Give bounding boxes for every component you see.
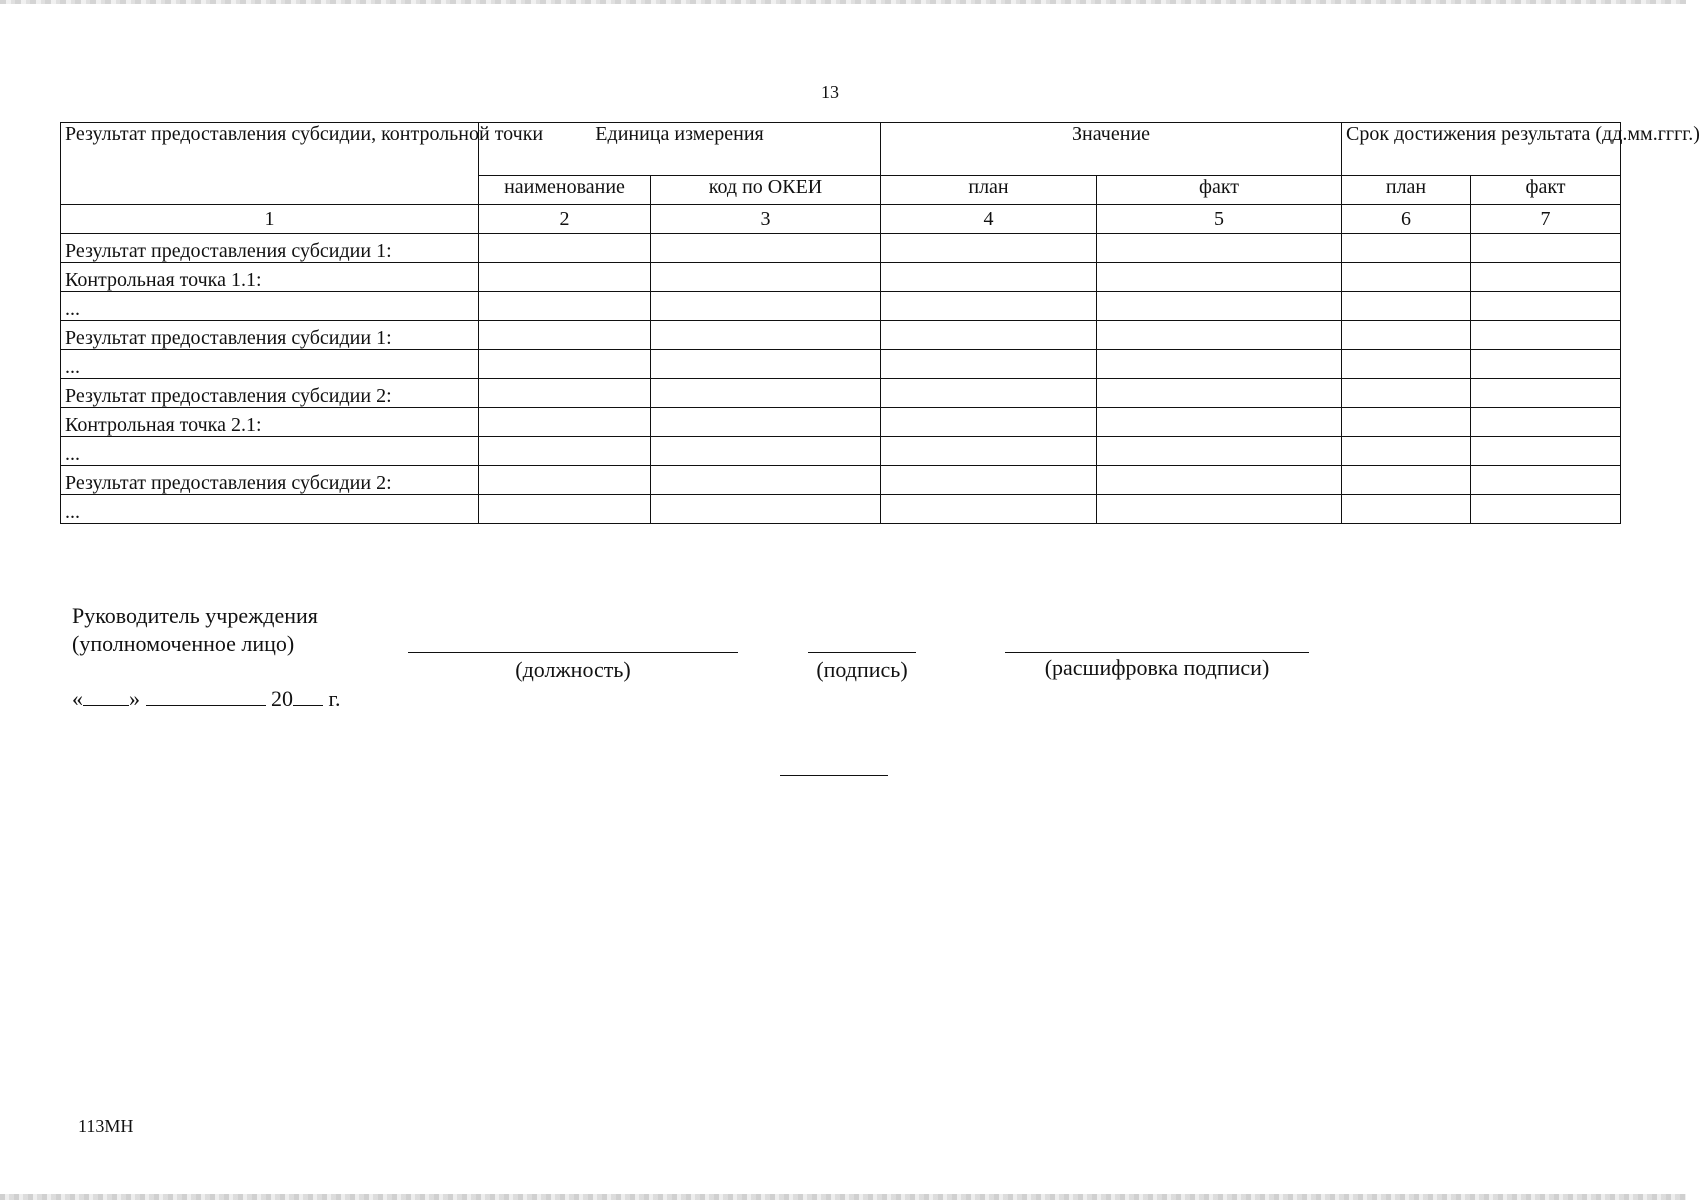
- header-unit: Единица измерения: [479, 123, 881, 176]
- date-year-prefix: 20: [271, 686, 293, 711]
- column-number: 6: [1342, 205, 1471, 234]
- table-row: [61, 379, 1621, 408]
- footer-code: 113МН: [78, 1116, 134, 1136]
- table-cell[interactable]: [881, 466, 1097, 495]
- table-cell[interactable]: [1342, 379, 1471, 408]
- column-number: 2: [479, 205, 651, 234]
- date-year-blank[interactable]: [293, 687, 323, 706]
- table-cell[interactable]: [1471, 437, 1621, 466]
- table-cell[interactable]: [1471, 292, 1621, 321]
- date-open-quote: «: [72, 686, 83, 711]
- date-day-blank[interactable]: [83, 687, 129, 706]
- table-row: [61, 408, 1621, 437]
- table-cell[interactable]: [1342, 408, 1471, 437]
- table-cell[interactable]: [881, 234, 1097, 263]
- table-cell[interactable]: [1097, 234, 1342, 263]
- table-cell[interactable]: [881, 321, 1097, 350]
- date-month-blank[interactable]: [146, 687, 266, 706]
- position-signature-line[interactable]: [408, 652, 738, 653]
- table-cell[interactable]: [479, 408, 651, 437]
- table-cell[interactable]: [479, 350, 651, 379]
- header-deadline: Срок достижения результата (дд.мм.гггг.): [1342, 123, 1621, 176]
- row-label: Результат предоставления субсидии 2:: [61, 466, 479, 495]
- table-cell[interactable]: [651, 350, 881, 379]
- table-cell[interactable]: [1097, 292, 1342, 321]
- subheader-unit-name: наименование: [479, 176, 651, 205]
- table-cell[interactable]: [881, 263, 1097, 292]
- subheader-deadline-fact: факт: [1471, 176, 1621, 205]
- table-cell[interactable]: [1342, 321, 1471, 350]
- table-cell[interactable]: [1342, 234, 1471, 263]
- table-cell[interactable]: [1342, 495, 1471, 524]
- table-cell[interactable]: [1471, 495, 1621, 524]
- table-cell[interactable]: [1471, 408, 1621, 437]
- table-cell[interactable]: [479, 292, 651, 321]
- results-table: [60, 122, 1700, 524]
- table-cell[interactable]: [651, 292, 881, 321]
- column-number: 7: [1471, 205, 1621, 234]
- table-cell[interactable]: [651, 379, 881, 408]
- table-cell[interactable]: [1342, 292, 1471, 321]
- table-cell[interactable]: [1097, 379, 1342, 408]
- table-row: [61, 350, 1621, 379]
- table-cell[interactable]: [1471, 350, 1621, 379]
- table-cell[interactable]: [1342, 466, 1471, 495]
- column-number: 3: [651, 205, 881, 234]
- subheader-deadline-plan: план: [1342, 176, 1471, 205]
- table-cell[interactable]: [479, 466, 651, 495]
- table-cell[interactable]: [1342, 263, 1471, 292]
- table-cell[interactable]: [479, 379, 651, 408]
- decoding-caption: (расшифровка подписи): [1044, 655, 1270, 680]
- row-label: Результат предоставления субсидии 1:: [61, 234, 479, 263]
- signatory-title: [72, 602, 318, 658]
- row-label: ...: [61, 350, 479, 379]
- signature-caption: (подпись): [816, 657, 908, 682]
- table-cell[interactable]: [1097, 263, 1342, 292]
- table-cell[interactable]: [1471, 379, 1621, 408]
- table-cell[interactable]: [881, 495, 1097, 524]
- row-label: ...: [61, 495, 479, 524]
- row-label: Результат предоставления субсидии 1:: [61, 321, 479, 350]
- signatory-line-2: (уполномоченное лицо): [72, 631, 295, 656]
- header-value: Значение: [881, 123, 1342, 176]
- table-cell[interactable]: [1097, 495, 1342, 524]
- subheader-value-plan: план: [881, 176, 1097, 205]
- table-cell[interactable]: [1097, 408, 1342, 437]
- decoding-signature-line[interactable]: [1005, 652, 1309, 653]
- signatory-line-1: Руководитель учреждения: [72, 603, 318, 628]
- table-cell[interactable]: [1471, 263, 1621, 292]
- table-cell[interactable]: [881, 437, 1097, 466]
- table-cell[interactable]: [1471, 321, 1621, 350]
- table-cell[interactable]: [651, 495, 881, 524]
- header-row: [61, 123, 1621, 176]
- table-cell[interactable]: [479, 437, 651, 466]
- table-row: [61, 437, 1621, 466]
- table-cell[interactable]: [1097, 437, 1342, 466]
- table-row: [61, 234, 1621, 263]
- table-cell[interactable]: [479, 321, 651, 350]
- table-cell[interactable]: [881, 379, 1097, 408]
- table-cell[interactable]: [651, 466, 881, 495]
- table-cell[interactable]: [651, 234, 881, 263]
- table-cell[interactable]: [881, 292, 1097, 321]
- table-cell[interactable]: [479, 263, 651, 292]
- table-cell[interactable]: [651, 321, 881, 350]
- table-cell[interactable]: [1342, 437, 1471, 466]
- row-label: Результат предоставления субсидии 2:: [61, 379, 479, 408]
- subheader-value-fact: факт: [1097, 176, 1342, 205]
- table-cell[interactable]: [1342, 350, 1471, 379]
- table-cell[interactable]: [479, 234, 651, 263]
- table-cell[interactable]: [1097, 350, 1342, 379]
- scan-edge-bottom: [0, 1194, 1686, 1200]
- signature-line[interactable]: [808, 652, 916, 653]
- column-number: 4: [881, 205, 1097, 234]
- date-year-suffix: г.: [328, 686, 341, 711]
- table-cell[interactable]: [881, 350, 1097, 379]
- table-cell[interactable]: [1097, 321, 1342, 350]
- column-number: 5: [1097, 205, 1342, 234]
- row-label: ...: [61, 437, 479, 466]
- table-cell[interactable]: [1097, 466, 1342, 495]
- table-cell[interactable]: [651, 408, 881, 437]
- row-label: Контрольная точка 2.1:: [61, 408, 479, 437]
- table-cell[interactable]: [651, 263, 881, 292]
- table-cell[interactable]: [1471, 466, 1621, 495]
- column-number: 1: [61, 205, 479, 234]
- table-row: [61, 292, 1621, 321]
- table-row: [61, 495, 1621, 524]
- scan-edge-top: [0, 0, 1686, 4]
- row-label: ...: [61, 292, 479, 321]
- subheader-unit-code: код по ОКЕИ: [651, 176, 881, 205]
- date-close-quote: »: [129, 686, 140, 711]
- table-row: [61, 466, 1621, 495]
- header-result: Результат предоставления субсидии, контрольной точки: [61, 123, 479, 205]
- page-number: 13: [821, 82, 839, 102]
- table-cell[interactable]: [1471, 234, 1621, 263]
- date-line: [72, 686, 341, 712]
- table-cell[interactable]: [651, 437, 881, 466]
- row-label: Контрольная точка 1.1:: [61, 263, 479, 292]
- end-rule: [780, 775, 888, 776]
- table-row: [61, 263, 1621, 292]
- table-row: [61, 321, 1621, 350]
- table-cell[interactable]: [881, 408, 1097, 437]
- column-number-row: [61, 205, 1621, 234]
- position-caption: (должность): [515, 657, 631, 682]
- table-cell[interactable]: [479, 495, 651, 524]
